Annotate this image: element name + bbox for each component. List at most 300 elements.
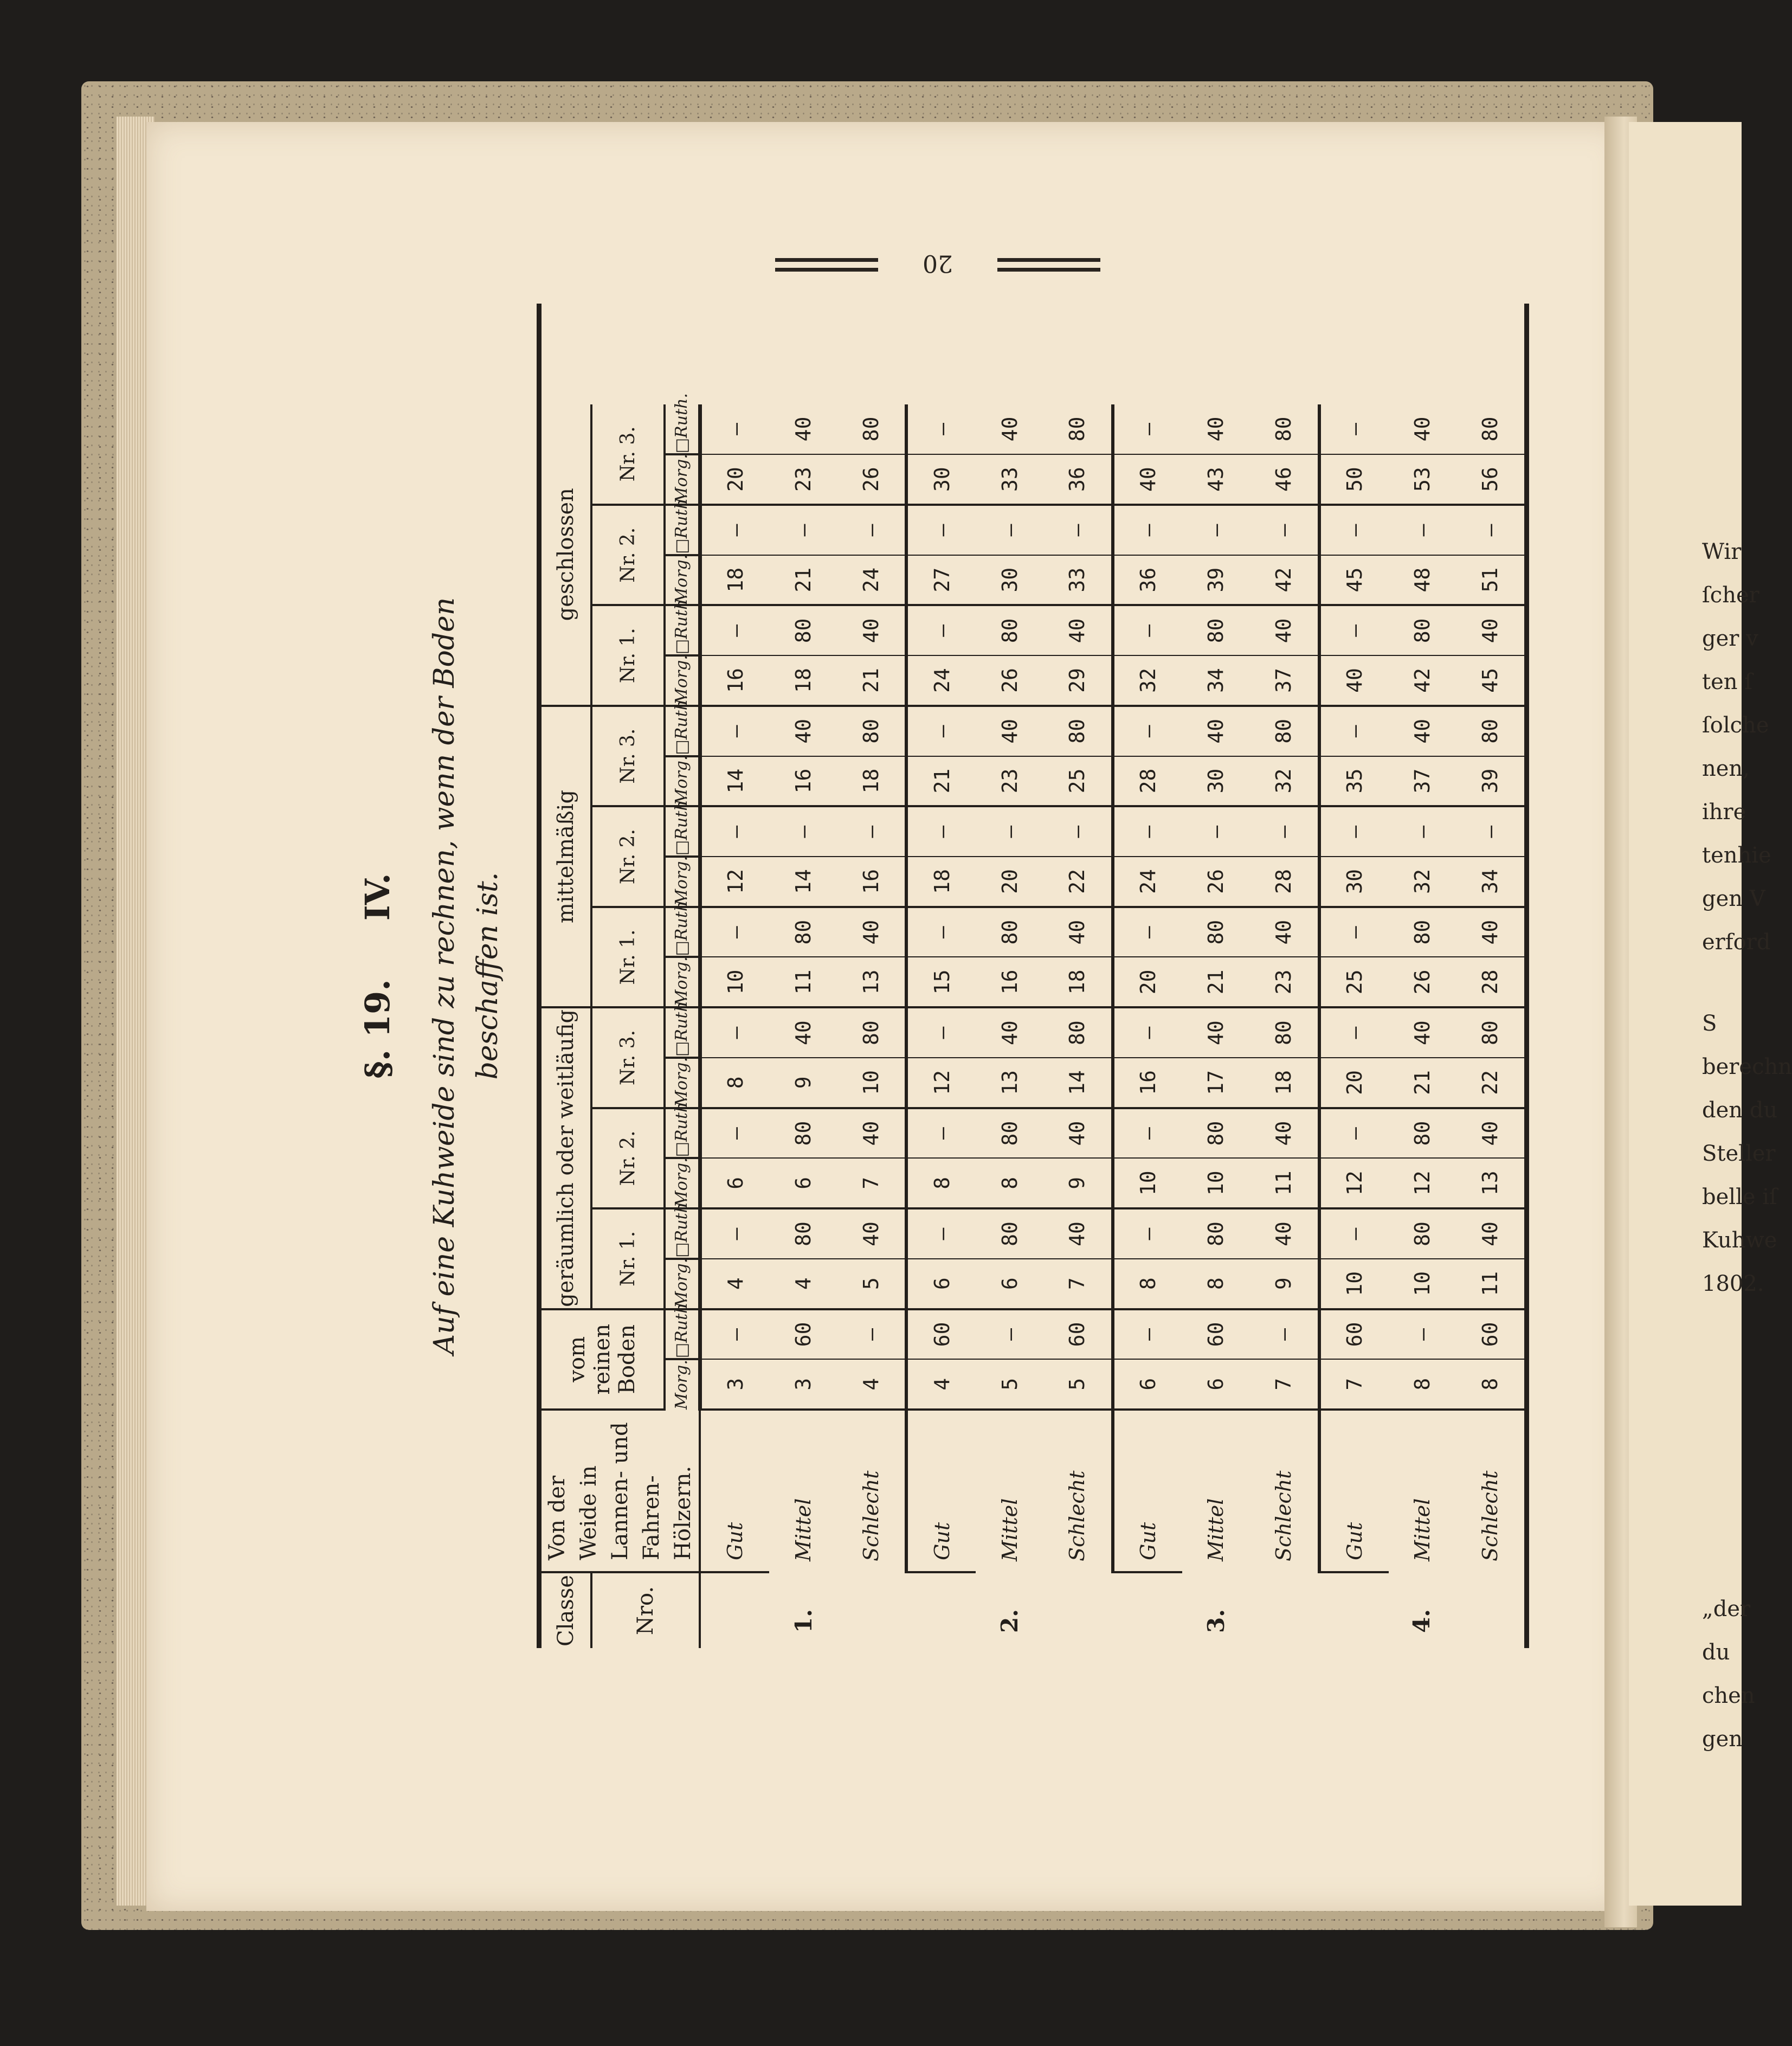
ruthen-value: 40 (1456, 605, 1526, 655)
morgen-value: 42 (1389, 655, 1456, 706)
ruthen-value: 40 (1182, 1007, 1250, 1058)
ruthen-value: — (906, 1007, 976, 1058)
ruthen-value: 80 (1043, 706, 1113, 756)
ruthen-value: — (1113, 1007, 1182, 1058)
morgen-value: 3 (769, 1359, 837, 1410)
page-number: 20 (923, 249, 953, 277)
unit-ruthen: □Ruth. (665, 605, 700, 655)
header-row-groups (539, 304, 592, 1648)
ruthen-value: — (906, 404, 976, 455)
morgen-value: 6 (1182, 1359, 1250, 1410)
quality-label: Mittel (1204, 1498, 1228, 1561)
morgen-value: 29 (1043, 655, 1113, 706)
ruthen-value: — (1043, 505, 1113, 555)
ruthen-value: — (1113, 1108, 1182, 1159)
morgen-value: 56 (1456, 454, 1526, 505)
ruthen-value: — (1113, 806, 1182, 857)
quality-label: Gut (700, 1410, 769, 1572)
morgen-value: 16 (837, 857, 906, 907)
class-number: 4. (1408, 1609, 1435, 1633)
ruthen-value: — (700, 1309, 769, 1360)
facing-text-line: ſolche (1702, 713, 1769, 738)
ruthen-value: — (1319, 1108, 1389, 1159)
ruthen-value: — (1319, 1007, 1389, 1058)
morgen-value: 12 (906, 1058, 976, 1108)
facing-text-line: tenhie (1702, 843, 1771, 868)
table-row (1043, 304, 1113, 1648)
ruthen-value: — (1113, 907, 1182, 957)
ruthen-value: 40 (1389, 706, 1456, 756)
ruthen-value: 40 (837, 1108, 906, 1159)
ruthen-value: — (1113, 1309, 1182, 1360)
unit-ruthen: □Ruth. (665, 806, 700, 857)
class-number: 1. (790, 1609, 817, 1633)
morgen-value: 30 (976, 555, 1043, 606)
morgen-value: 39 (1456, 756, 1526, 807)
morgen-value: 22 (1456, 1058, 1526, 1108)
morgen-value: 11 (1456, 1259, 1526, 1309)
ruthen-value: — (700, 505, 769, 555)
ruthen-value: 80 (1250, 404, 1319, 455)
morgen-value: 21 (769, 555, 837, 606)
ruthen-value: 40 (769, 404, 837, 455)
unit-ruthen: □Ruth. (665, 1108, 700, 1159)
facing-text-line: berechn (1702, 1054, 1792, 1079)
morgen-value: 7 (837, 1158, 906, 1208)
class-header: Classe (539, 1572, 592, 1648)
morgen-value: 26 (837, 454, 906, 505)
subgroup-header: Nr. 1. (591, 907, 665, 1007)
ruthen-value: 40 (1456, 1108, 1526, 1159)
morgen-value: 12 (1319, 1158, 1389, 1208)
ruthen-value: — (1319, 706, 1389, 756)
morgen-value: 20 (700, 454, 769, 505)
subgroup-header: Nr. 1. (591, 1208, 665, 1309)
morgen-value: 34 (1182, 655, 1250, 706)
class-number: 2. (996, 1609, 1023, 1633)
morgen-value: 35 (1319, 756, 1389, 807)
subgroup-header: Nr. 3. (591, 1007, 665, 1108)
morgen-value: 8 (1182, 1259, 1250, 1309)
facing-text-line: du (1702, 1640, 1730, 1665)
unit-morgen: Morg. (665, 1158, 700, 1208)
ruthen-value: — (1250, 1309, 1319, 1360)
ruthen-value: — (1319, 907, 1389, 957)
ruthen-value: — (1319, 605, 1389, 655)
morgen-value: 24 (1113, 857, 1182, 907)
table-number: IV. (358, 873, 397, 921)
table-row (837, 304, 906, 1648)
morgen-value: 14 (769, 857, 837, 907)
subgroup-header: Nr. 2. (591, 1108, 665, 1208)
subgroup-header: Nr. 1. (591, 605, 665, 705)
morgen-value: 21 (1389, 1058, 1456, 1108)
ruthen-value: 80 (1389, 907, 1456, 957)
morgen-value: 24 (837, 555, 906, 606)
unit-morgen: Morg. (665, 454, 700, 505)
ruthen-value: 40 (1250, 1208, 1319, 1259)
ruthen-value: — (1389, 505, 1456, 555)
morgen-value: 26 (976, 655, 1043, 706)
ruthen-value: 40 (1043, 1208, 1113, 1259)
morgen-value: 46 (1250, 454, 1319, 505)
morgen-value: 45 (1456, 655, 1526, 706)
morgen-value: 28 (1250, 857, 1319, 907)
morgen-value: 21 (837, 655, 906, 706)
morgen-value: 22 (1043, 857, 1113, 907)
morgen-value: 23 (1250, 957, 1319, 1008)
facing-text-line: ihre (1702, 800, 1746, 825)
morgen-value: 10 (1113, 1158, 1182, 1208)
bare-soil-header: vom reinen Boden (539, 1309, 665, 1410)
ruthen-value: — (700, 404, 769, 455)
morgen-value: 26 (1389, 957, 1456, 1008)
ruthen-value: — (976, 806, 1043, 857)
quality-label: Schlecht (1250, 1410, 1319, 1572)
ruthen-value: 80 (1389, 1208, 1456, 1259)
unit-morgen: Morg. (665, 957, 700, 1008)
morgen-value: 8 (906, 1158, 976, 1208)
morgen-value: 3 (700, 1359, 769, 1410)
ruthen-value: — (769, 806, 837, 857)
morgen-value: 24 (906, 655, 976, 706)
facing-page (1629, 122, 1792, 1906)
ruthen-value: — (1319, 1208, 1389, 1259)
morgen-value: 6 (769, 1158, 837, 1208)
ruthen-value: 40 (1456, 1208, 1526, 1259)
ruthen-value: 80 (1250, 706, 1319, 756)
ruthen-value: 80 (769, 907, 837, 957)
facing-text-line: nen, (1702, 756, 1750, 781)
subgroup-header: Nr. 2. (591, 806, 665, 906)
table-row (700, 304, 769, 1648)
ruthen-value: — (837, 806, 906, 857)
morgen-value: 18 (1043, 957, 1113, 1008)
table-row (1456, 304, 1526, 1648)
ruthen-value: 80 (1389, 605, 1456, 655)
morgen-value: 32 (1389, 857, 1456, 907)
morgen-value: 42 (1250, 555, 1319, 606)
morgen-value: 32 (1250, 756, 1319, 807)
ruthen-value: 40 (1389, 1007, 1456, 1058)
ruthen-value: — (1113, 706, 1182, 756)
facing-text-line: chen (1702, 1683, 1755, 1708)
ruthen-value: 60 (1456, 1309, 1526, 1360)
facing-text-line: den du (1702, 1098, 1778, 1123)
morgen-value: 9 (1250, 1259, 1319, 1309)
morgen-value: 21 (906, 756, 976, 807)
facing-text-line: belle iſ (1702, 1185, 1777, 1209)
ruthen-value: — (837, 1309, 906, 1360)
ruthen-value: — (906, 605, 976, 655)
ruthen-value: — (700, 1108, 769, 1159)
table-row (906, 304, 976, 1648)
morgen-value: 23 (769, 454, 837, 505)
morgen-value: 16 (700, 655, 769, 706)
facing-text-line: 1802. (1702, 1271, 1764, 1296)
ruthen-value: 80 (1456, 1007, 1526, 1058)
section-heading (358, 304, 397, 1648)
subgroup-header: Nr. 3. (591, 706, 665, 806)
morgen-value: 9 (1043, 1158, 1113, 1208)
ruthen-value: — (700, 1007, 769, 1058)
unit-ruthen: □Ruth. (665, 1309, 700, 1360)
ruthen-value: 80 (1182, 1108, 1250, 1159)
ruthen-value: 80 (976, 907, 1043, 957)
morgen-value: 43 (1182, 454, 1250, 505)
table-row (976, 304, 1043, 1648)
ruthen-value: 80 (1389, 1108, 1456, 1159)
ruthen-value: — (906, 907, 976, 957)
morgen-value: 16 (976, 957, 1043, 1008)
ruthen-value: 80 (769, 1108, 837, 1159)
morgen-value: 10 (700, 957, 769, 1008)
facing-text-line: gen (1702, 1727, 1743, 1752)
ruthen-value: 80 (837, 404, 906, 455)
morgen-value: 10 (1389, 1259, 1456, 1309)
morgen-value: 37 (1389, 756, 1456, 807)
ruthen-value: — (1113, 1208, 1182, 1259)
group-header-closed: geschlossen (539, 404, 592, 706)
morgen-value: 20 (1113, 957, 1182, 1008)
ruthen-value: 80 (1456, 404, 1526, 455)
ruthen-value: 40 (976, 1007, 1043, 1058)
quality-label: Gut (1113, 1410, 1182, 1572)
ruthen-value: 60 (906, 1309, 976, 1360)
morgen-value: 8 (700, 1058, 769, 1108)
ruthen-value: 80 (837, 706, 906, 756)
morgen-value: 6 (700, 1158, 769, 1208)
table-row (1319, 304, 1389, 1648)
ruthen-value: — (1113, 404, 1182, 455)
morgen-value: 51 (1456, 555, 1526, 606)
facing-text-line: Steller (1702, 1141, 1776, 1166)
unit-ruthen: □Ruth. (665, 1007, 700, 1058)
ruthen-value: 80 (1182, 907, 1250, 957)
morgen-value: 18 (837, 756, 906, 807)
group-header-wide: geräumlich oder weitläufig (539, 1007, 592, 1309)
ruthen-value: — (1389, 1309, 1456, 1360)
quality-label: Gut (1319, 1410, 1389, 1572)
ruthen-value: — (1319, 404, 1389, 455)
morgen-value: 30 (1182, 756, 1250, 807)
morgen-value: 8 (1113, 1259, 1182, 1309)
morgen-value: 10 (1182, 1158, 1250, 1208)
morgen-value: 16 (769, 756, 837, 807)
subgroup-header: Nr. 2. (591, 505, 665, 605)
ruthen-value: 40 (769, 706, 837, 756)
morgen-value: 10 (1319, 1259, 1389, 1309)
ruthen-value: 60 (1319, 1309, 1389, 1360)
ruthen-value: — (700, 907, 769, 957)
facing-text-line: S (1702, 1011, 1717, 1036)
quality-label: Mittel (1410, 1498, 1434, 1561)
facing-text-line: ten ſ (1702, 670, 1753, 694)
morgen-value: 11 (769, 957, 837, 1008)
facing-text-line: Kuhwe (1702, 1228, 1777, 1253)
morgen-value: 34 (1456, 857, 1526, 907)
ruthen-value: 80 (976, 1108, 1043, 1159)
morgen-value: 23 (976, 756, 1043, 807)
facing-text-line: erford (1702, 930, 1771, 955)
ruthen-value: 80 (1250, 1007, 1319, 1058)
ruthen-value: 80 (837, 1007, 906, 1058)
morgen-value: 18 (700, 555, 769, 606)
ruthen-value: 40 (1043, 907, 1113, 957)
morgen-value: 4 (906, 1359, 976, 1410)
morgen-value: 40 (1319, 655, 1389, 706)
morgen-value: 11 (1250, 1158, 1319, 1208)
ruthen-value: 40 (837, 1208, 906, 1259)
ruthen-value: — (1389, 806, 1456, 857)
quality-label: Mittel (791, 1498, 815, 1561)
ruthen-value: — (700, 706, 769, 756)
morgen-value: 10 (837, 1058, 906, 1108)
class-number: 3. (1202, 1609, 1229, 1633)
morgen-value: 13 (976, 1058, 1043, 1108)
unit-ruthen: □Ruth. (665, 404, 700, 455)
morgen-value: 4 (837, 1359, 906, 1410)
morgen-value: 40 (1113, 454, 1182, 505)
ruthen-value: 40 (837, 605, 906, 655)
ruthen-value: 80 (769, 605, 837, 655)
morgen-value: 6 (976, 1259, 1043, 1309)
ruthen-value: 40 (1250, 605, 1319, 655)
facing-text-line: ger v (1702, 626, 1758, 651)
ruthen-value: — (837, 505, 906, 555)
morgen-value: 33 (976, 454, 1043, 505)
morgen-value: 15 (906, 957, 976, 1008)
morgen-value: 37 (1250, 655, 1319, 706)
subgroup-header: Nr. 3. (591, 404, 665, 505)
unit-ruthen: □Ruth. (665, 907, 700, 957)
morgen-value: 25 (1043, 756, 1113, 807)
header-rule-right (997, 258, 1100, 274)
nro-header: Nro. (591, 1572, 700, 1648)
morgen-value: 45 (1319, 555, 1389, 606)
morgen-value: 12 (700, 857, 769, 907)
rotated-table-block (358, 304, 1502, 1648)
table-row (769, 304, 837, 1648)
morgen-value: 16 (1113, 1058, 1182, 1108)
ruthen-value: 80 (1043, 404, 1113, 455)
ruthen-value: 40 (1182, 706, 1250, 756)
unit-ruthen: □Ruth. (665, 706, 700, 756)
ruthen-value: 40 (837, 907, 906, 957)
pasture-table (537, 304, 1529, 1648)
unit-morgen: Morg. (665, 756, 700, 807)
morgen-value: 36 (1043, 454, 1113, 505)
unit-morgen: Morg. (665, 857, 700, 907)
facing-text-line: gen V (1702, 886, 1765, 911)
ruthen-value: 60 (1182, 1309, 1250, 1360)
unit-morgen: Morg. (665, 1259, 700, 1309)
morgen-value: 8 (976, 1158, 1043, 1208)
ruthen-value: — (700, 806, 769, 857)
table-row (1250, 304, 1319, 1648)
unit-ruthen: □Ruth. (665, 1208, 700, 1259)
ruthen-value: 80 (769, 1208, 837, 1259)
morgen-value: 4 (769, 1259, 837, 1309)
morgen-value: 14 (1043, 1058, 1113, 1108)
morgen-value: 8 (1456, 1359, 1526, 1410)
table-row (1182, 304, 1250, 1648)
unit-ruthen: □Ruth. (665, 505, 700, 555)
quality-label: Schlecht (1456, 1410, 1526, 1572)
morgen-value: 5 (976, 1359, 1043, 1410)
ruthen-value: 60 (769, 1309, 837, 1360)
morgen-value: 9 (769, 1058, 837, 1108)
ruthen-value: 60 (1043, 1309, 1113, 1360)
morgen-value: 32 (1113, 655, 1182, 706)
ruthen-value: — (906, 505, 976, 555)
facing-text-line: ſcher (1702, 583, 1759, 608)
facing-text-line: Wir (1702, 539, 1742, 564)
morgen-value: 25 (1319, 957, 1389, 1008)
quality-label: Schlecht (837, 1410, 906, 1572)
group-header-medium: mittelmäßig (539, 706, 592, 1007)
table-row (1389, 304, 1456, 1648)
morgen-value: 39 (1182, 555, 1250, 606)
ruthen-value: — (1182, 806, 1250, 857)
morgen-value: 53 (1389, 454, 1456, 505)
morgen-value: 48 (1389, 555, 1456, 606)
unit-morgen: Morg. (665, 655, 700, 706)
quality-label: Mittel (997, 1498, 1022, 1561)
ruthen-value: 80 (1182, 1208, 1250, 1259)
ruthen-value: — (906, 706, 976, 756)
ruthen-value: — (700, 1208, 769, 1259)
page-header (775, 249, 1100, 282)
ruthen-value: — (1113, 505, 1182, 555)
morgen-value: 7 (1319, 1359, 1389, 1410)
morgen-value: 20 (1319, 1058, 1389, 1108)
ruthen-value: 40 (1389, 404, 1456, 455)
table-body (700, 304, 1526, 1648)
ruthen-value: 40 (1043, 605, 1113, 655)
ruthen-value: 40 (976, 404, 1043, 455)
morgen-value: 27 (906, 555, 976, 606)
ruthen-value: 40 (769, 1007, 837, 1058)
ruthen-value: — (1043, 806, 1113, 857)
ruthen-value: 80 (976, 605, 1043, 655)
quality-label: Schlecht (1043, 1410, 1113, 1572)
morgen-value: 28 (1113, 756, 1182, 807)
ruthen-value: — (906, 1108, 976, 1159)
morgen-value: 13 (837, 957, 906, 1008)
ruthen-value: 40 (976, 706, 1043, 756)
ruthen-value: — (906, 806, 976, 857)
ruthen-value: — (1250, 505, 1319, 555)
unit-morgen: Morg. (665, 1359, 700, 1410)
header-rule-left (775, 258, 878, 274)
morgen-value: 8 (1389, 1359, 1456, 1410)
morgen-value: 14 (700, 756, 769, 807)
ruthen-value: 80 (1182, 605, 1250, 655)
ruthen-value: — (906, 1208, 976, 1259)
table-caption (423, 304, 510, 1648)
morgen-value: 7 (1250, 1359, 1319, 1410)
morgen-value: 13 (1456, 1158, 1526, 1208)
morgen-value: 18 (1250, 1058, 1319, 1108)
morgen-value: 36 (1113, 555, 1182, 606)
ruthen-value: 40 (1250, 1108, 1319, 1159)
table-row (1113, 304, 1182, 1648)
ruthen-value: — (1456, 806, 1526, 857)
ruthen-value: — (1319, 505, 1389, 555)
caption-line: beschaffen ist. (472, 872, 504, 1080)
morgen-value: 5 (1043, 1359, 1113, 1410)
